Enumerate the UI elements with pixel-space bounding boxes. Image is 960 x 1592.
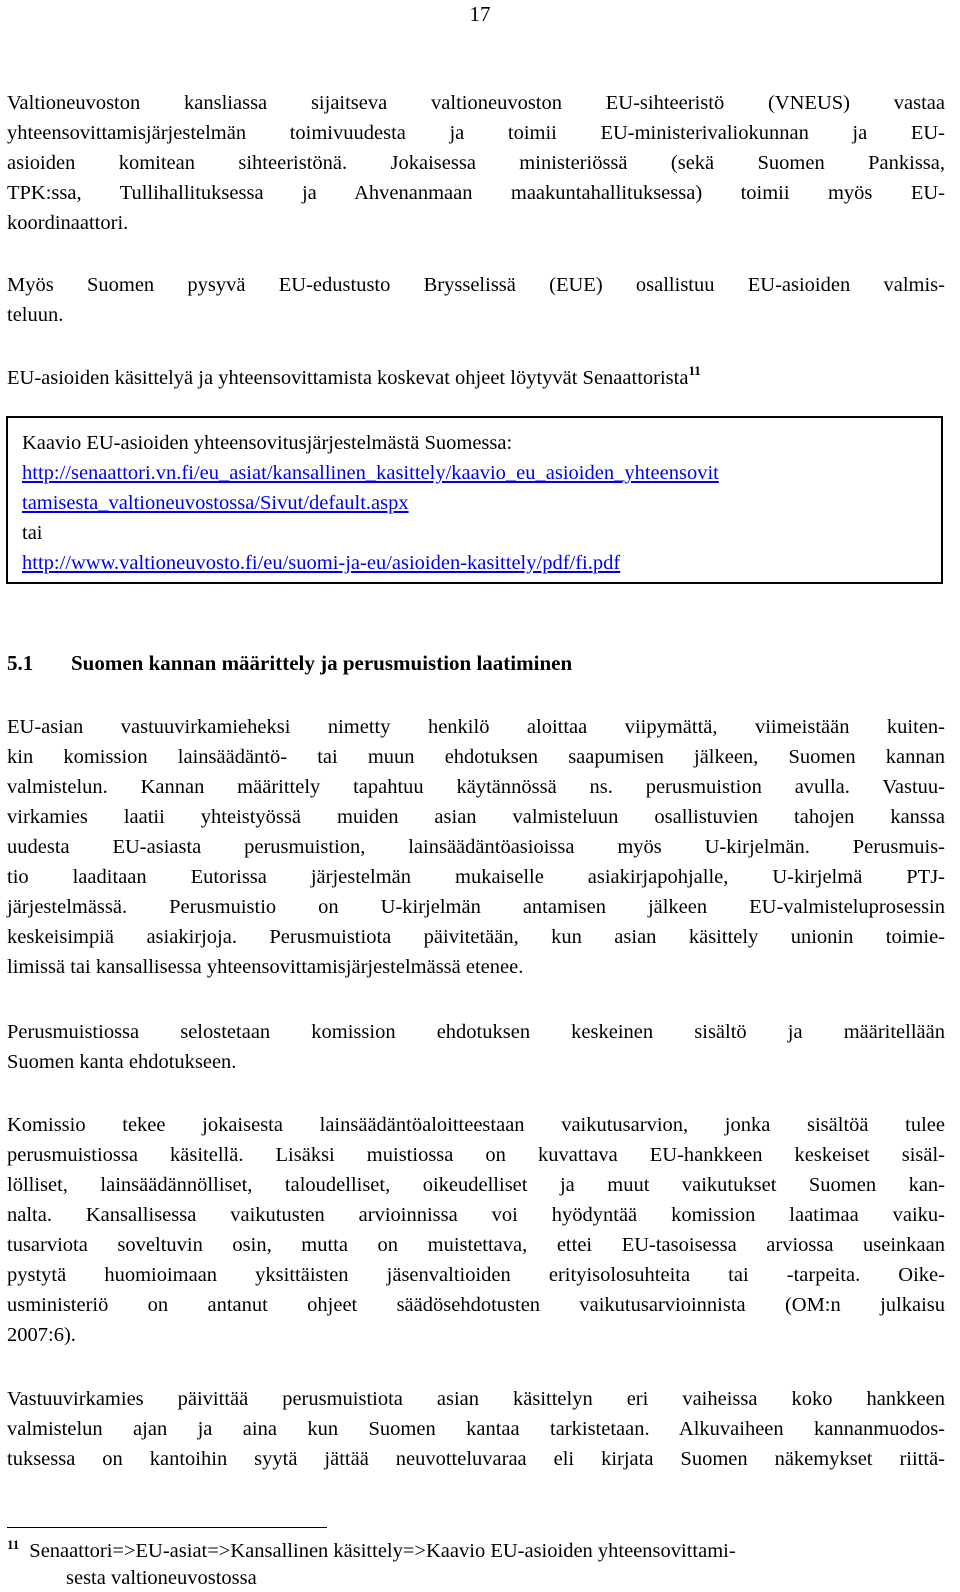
text-line: Valtioneuvoston kansliassa sijaitseva valtioneuvoston EU-sihteeristö (VNEUS) vastaa bbox=[7, 92, 945, 114]
text-line: usministeriö on antanut ohjeet säädösehdotusten vaikutusarvioinnista (OM:n julkaisu bbox=[7, 1294, 945, 1316]
text-line: EU-asioiden käsittelyä ja yhteensovittamista koskevat ohjeet löytyvät Senaattorista bbox=[7, 367, 689, 389]
link-box bbox=[6, 416, 943, 584]
text-line: tio laaditaan Eutorissa järjestelmän mukaiselle asiakirjapohjalle, U-kirjelmä PTJ- bbox=[7, 866, 945, 888]
section-heading bbox=[7, 648, 572, 678]
text-line: Myös Suomen pysyvä EU-edustusto Brysselissä (EUE) osallistuu EU-asioiden valmis- bbox=[7, 274, 945, 296]
or-text: tai bbox=[22, 522, 43, 544]
footnote-text-line: sesta valtioneuvostossa bbox=[66, 1567, 257, 1589]
text-line: tuksessa on kantoihin syytä jättää neuvotteluvaraa eli kirjata Suomen näkemykset riittä- bbox=[7, 1448, 945, 1470]
link-line[interactable]: tamisesta_valtioneuvostossa/Sivut/default.aspx bbox=[22, 492, 409, 514]
footnote-text-line: Senaattori=>EU-asiat=>Kansallinen käsittely=>Kaavio EU-asioiden yhteensovittami- bbox=[29, 1540, 736, 1562]
text-line: TPK:ssa, Tullihallituksessa ja Ahvenanmaan maakuntahallituksessa) toimii myös EU- bbox=[7, 182, 945, 204]
link-line[interactable]: http://senaattori.vn.fi/eu_asiat/kansallinen_kasittely/kaavio_eu_asioiden_yhteensovit bbox=[22, 462, 719, 484]
text-line: yhteensovittamisjärjestelmän toimivuudesta ja toimii EU-ministerivaliokunnan ja EU- bbox=[7, 122, 945, 144]
body-paragraph-4 bbox=[7, 1384, 945, 1474]
text-line: asioiden komitean sihteeristönä. Jokaisessa ministeriössä (sekä Suomen Pankissa, bbox=[7, 152, 945, 174]
text-line: keskeisimpiä asiakirjoja. Perusmuistiota päivitetään, kun asian käsittely unionin toimie- bbox=[7, 926, 945, 948]
body-paragraph-1 bbox=[7, 712, 945, 982]
text-line: tusarviota soveltuvin osin, mutta on muistettava, ettei EU-tasoisessa arviossa useinkaan bbox=[7, 1234, 945, 1256]
text-line: Perusmuistiossa selostetaan komission ehdotuksen keskeinen sisältö ja määritellään bbox=[7, 1021, 945, 1043]
text-line: järjestelmässä. Perusmuistio on U-kirjelmän antamisen jälkeen EU-valmisteluprosessin bbox=[7, 896, 945, 918]
intro-paragraph-1 bbox=[7, 88, 945, 238]
text-line: Suomen kanta ehdotukseen. bbox=[7, 1051, 237, 1073]
intro-paragraph-3 bbox=[7, 363, 945, 393]
body-paragraph-3 bbox=[7, 1110, 945, 1350]
text-line: perusmuistiossa käsitellä. Lisäksi muistiossa on kuvattava EU-hankkeen keskeiset sisäl- bbox=[7, 1144, 945, 1166]
text-line: teluun. bbox=[7, 304, 64, 326]
text-line: kin komission lainsäädäntö- tai muun ehdotuksen saapumisen jälkeen, Suomen kannan bbox=[7, 746, 945, 768]
text-line: limissä tai kansallisessa yhteensovittamisjärjestelmässä etenee. bbox=[7, 956, 524, 978]
footnote-divider bbox=[7, 1527, 327, 1528]
section-title: Suomen kannan määrittely ja perusmuistion laatiminen bbox=[71, 651, 573, 675]
text-line: uudesta EU-asiasta perusmuistion, lainsäädäntöasioissa myös U-kirjelmän. Perusmuis- bbox=[7, 836, 945, 858]
senaattori-link-continued[interactable] bbox=[22, 488, 927, 518]
text-line: nalta. Kansallisessa vaikutusten arvioinnissa voi hyödyntää komission laatimaa vaiku- bbox=[7, 1204, 945, 1226]
text-line: 2007:6). bbox=[7, 1324, 76, 1346]
link-line[interactable]: http://www.valtioneuvosto.fi/eu/suomi-ja-eu/asioiden-kasittely/pdf/fi.pdf bbox=[22, 552, 621, 574]
text-line: pystytä huomioimaan yksittäisten jäsenvaltioiden erityisolosuhteita tai -tarpeita. Oike- bbox=[7, 1264, 945, 1286]
text-line: koordinaattori. bbox=[7, 212, 129, 234]
text-line: valmistelun. Kannan määrittely tapahtuu käytännössä ns. perusmuistion avulla. Vastuu- bbox=[7, 776, 945, 798]
text-line: EU-asian vastuuvirkamieheksi nimetty henkilö aloittaa viipymättä, viimeistään kuiten- bbox=[7, 716, 945, 738]
box-title: Kaavio EU-asioiden yhteensovitusjärjestelmästä Suomessa: bbox=[22, 432, 513, 454]
text-line: Vastuuvirkamies päivittää perusmuistiota asian käsittelyn eri vaiheissa koko hankkeen bbox=[7, 1388, 945, 1410]
section-number: 5.1 bbox=[7, 651, 34, 675]
intro-paragraph-2 bbox=[7, 270, 945, 330]
footnote-reference[interactable]: 11 bbox=[688, 363, 701, 378]
text-line: virkamies laatii yhteistyössä muiden asian valmisteluun osallistuvien tahojen kanssa bbox=[7, 806, 945, 828]
footnote-number: 11 bbox=[7, 1537, 20, 1552]
valtioneuvosto-link[interactable] bbox=[22, 548, 927, 578]
page-number: 17 bbox=[469, 2, 491, 26]
text-line: Komissio tekee jokaisesta lainsäädäntöaloitteestaan vaikutusarvion, jonka sisältöä tulee bbox=[7, 1114, 945, 1136]
text-line: lölliset, lainsäädännölliset, taloudelliset, oikeudelliset ja muut vaikutukset Suomen kan- bbox=[7, 1174, 945, 1196]
footnote bbox=[7, 1538, 947, 1592]
senaattori-link[interactable] bbox=[22, 458, 927, 488]
body-paragraph-2 bbox=[7, 1017, 945, 1077]
text-line: valmistelun ajan ja aina kun Suomen kantaa tarkistetaan. Alkuvaiheen kannanmuodos- bbox=[7, 1418, 945, 1440]
